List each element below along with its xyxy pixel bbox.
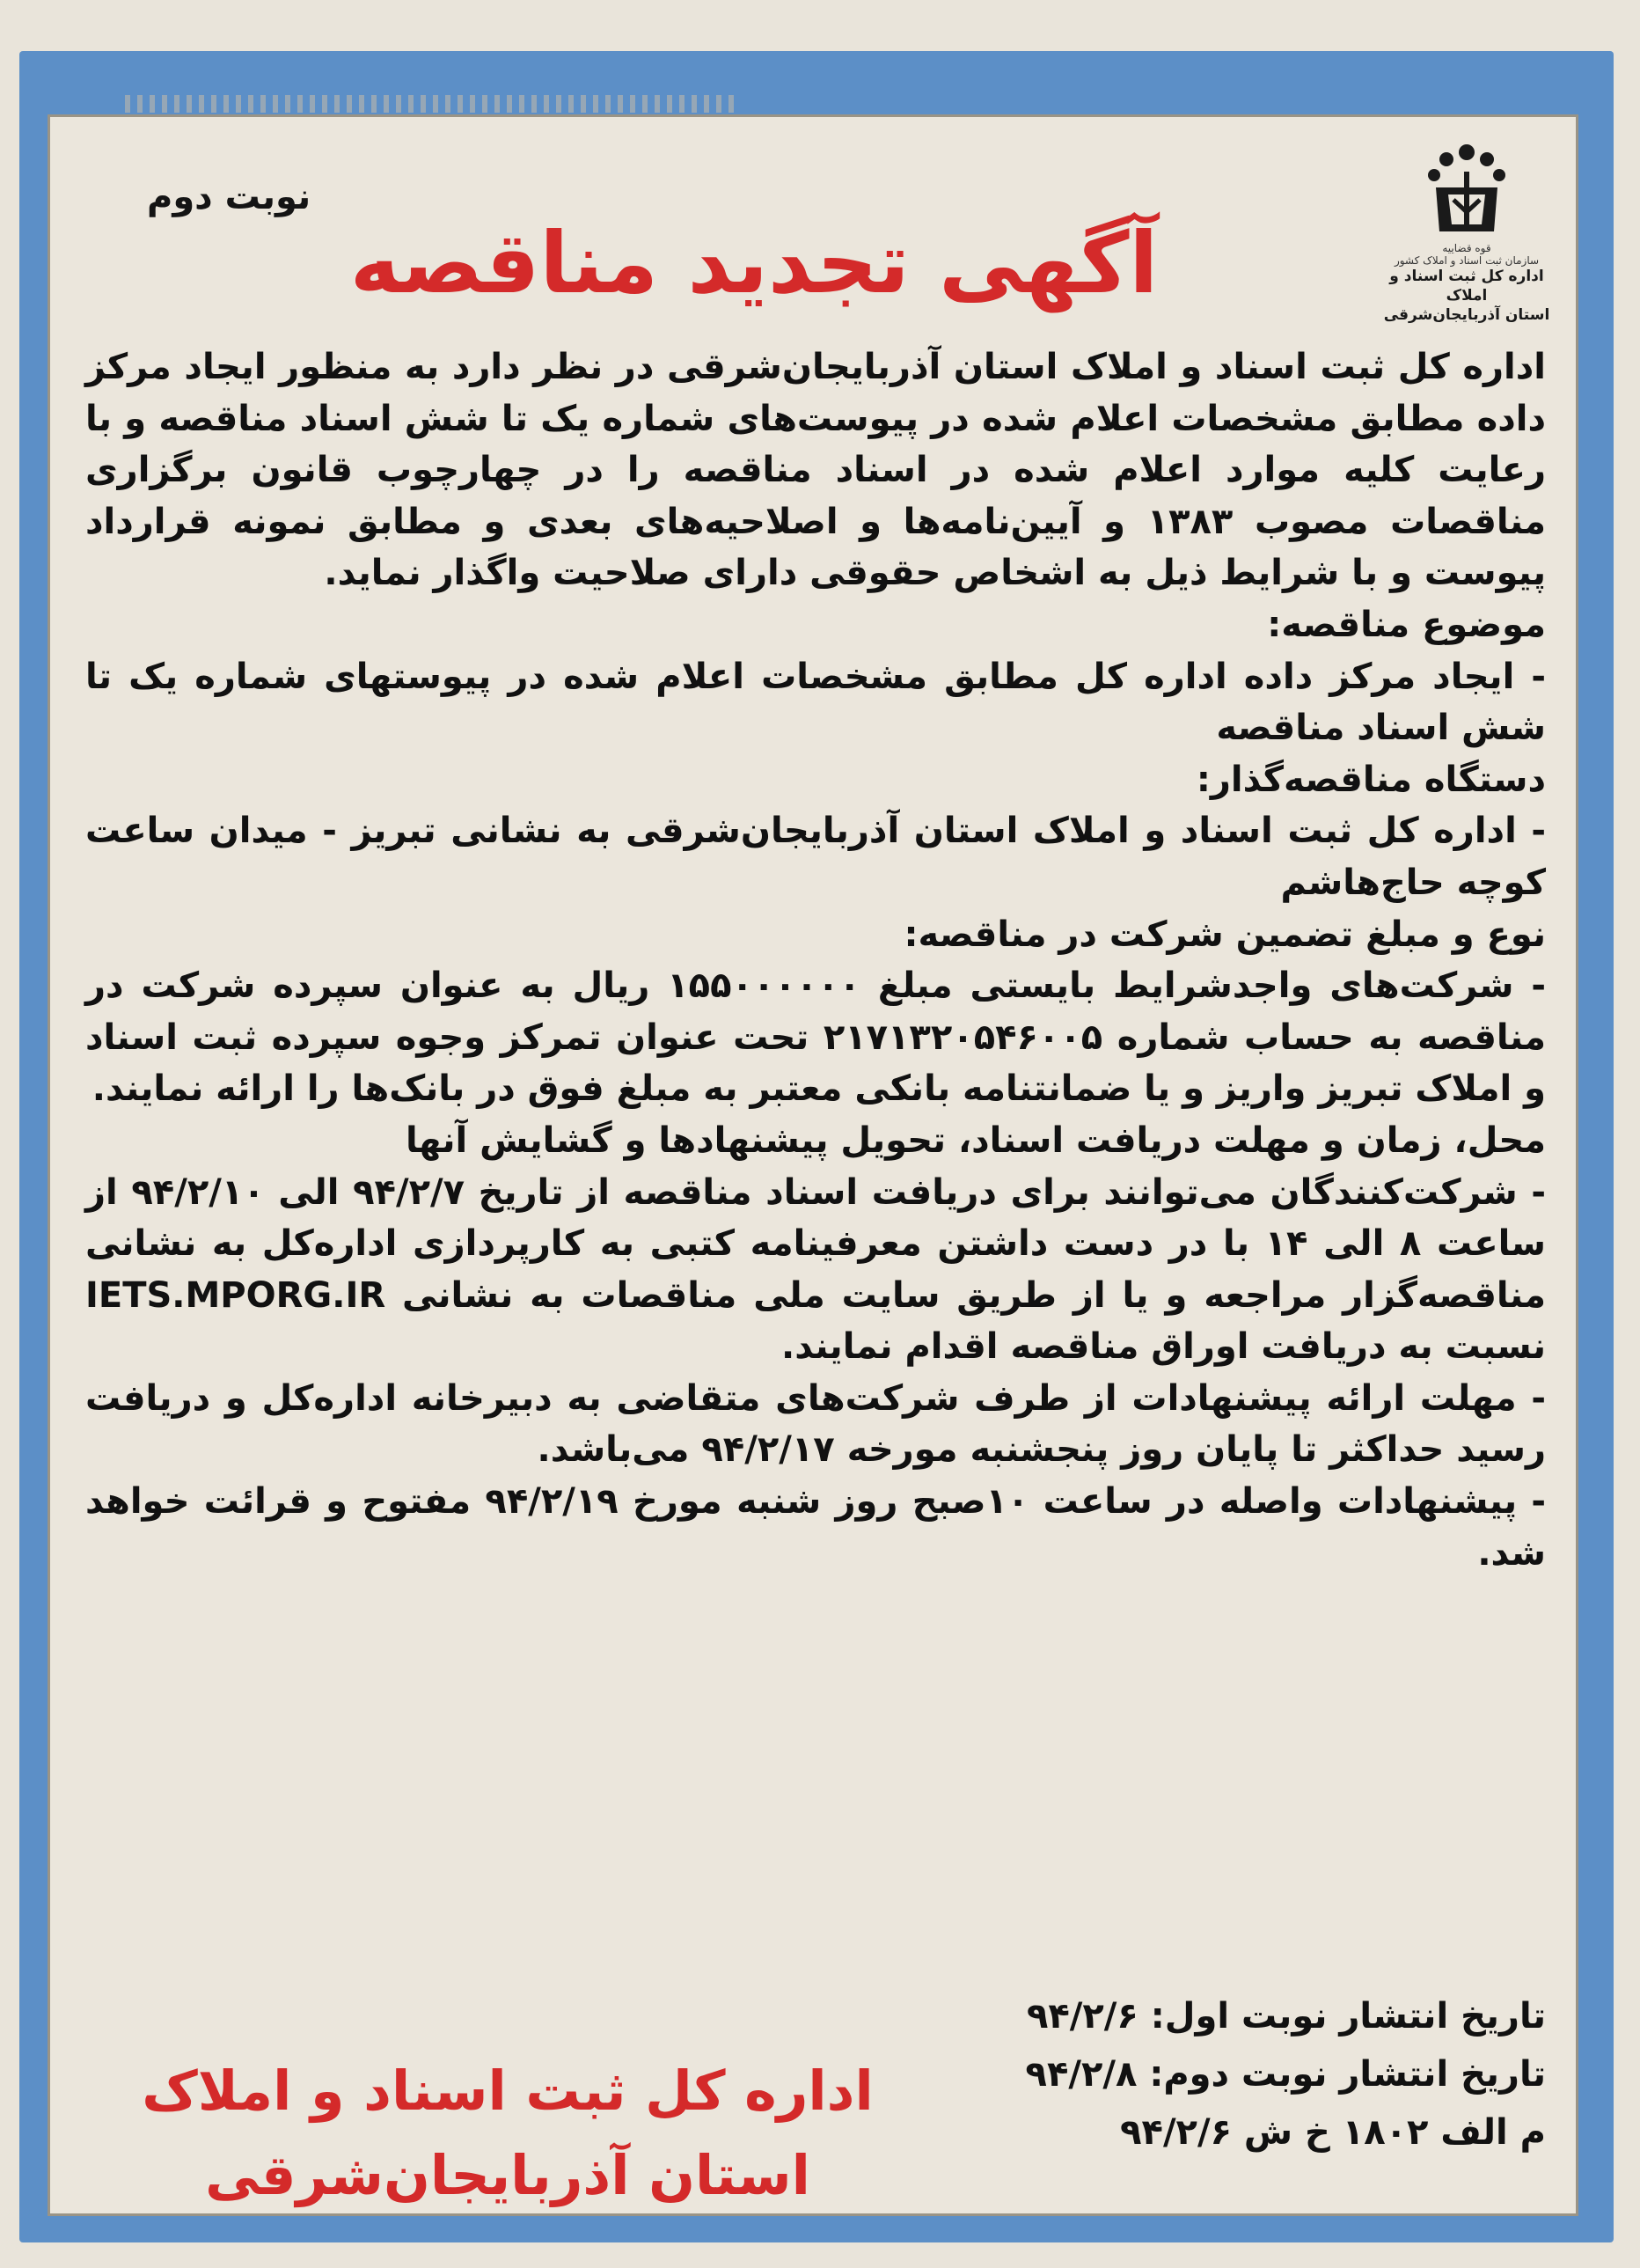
reference-code: م الف ۱۸۰۲ خ ش ۹۴/۲/۶ bbox=[1120, 2112, 1546, 2153]
notice-body bbox=[85, 341, 1546, 1579]
guarantee-heading: نوع و مبلغ تضمین شرکت در مناقصه: bbox=[904, 914, 1546, 955]
signature-line-2: استان آذربایجان‌شرقی bbox=[205, 2143, 810, 2207]
subject-text: - ایجاد مرکز داده اداره کل مطابق مشخصات اعلام شده در پیوستهای شماره یک تا شش اسناد مناقصه bbox=[85, 656, 1546, 749]
print-strip bbox=[125, 95, 741, 113]
organization-heading: دستگاه مناقصه‌گذار: bbox=[1196, 759, 1546, 800]
place-heading: محل، زمان و مهلت دریافت اسناد، تحویل پیشنهادها و گشایش آنها bbox=[406, 1119, 1546, 1161]
organization-logo bbox=[1379, 136, 1555, 348]
publication-info bbox=[939, 1987, 1546, 2162]
organization-text: - اداره کل ثبت اسناد و املاک استان آذربایجان‌شرقی به نشانی تبریز - میدان ساعت کوچه حاج‌هاشم bbox=[85, 811, 1546, 903]
round-label: نوبت دوم bbox=[147, 177, 311, 217]
intro-paragraph: اداره کل ثبت اسناد و املاک استان آذربایجان‌شرقی در نظر دارد به منظور ایجاد مرکز داده مطابق مشخصات اعلام شده در پیوست‌های شماره یک تا شش اسناد مناقصه و با رعایت کلیه موارد اعلام شده در اسناد مناقصه را در چهارچوب قانون برگزاری مناقصات مصوب ۱۳۸۳ و آیین‌نامه‌ها و اصلاحیه‌های بعدی و مطابق نمونه قرارداد پیوست و با شرایط ذیل به اشخاص حقوقی دارای صلاحیت واگذار نماید. bbox=[85, 347, 1546, 594]
blue-frame bbox=[19, 51, 1614, 2242]
logo-line-2: استان آذربایجان‌شرقی bbox=[1383, 306, 1550, 324]
documents-receipt-text: - شرکت‌کنندگان می‌توانند برای دریافت اسناد مناقصه از تاریخ ۹۴/۲/۷ الی ۹۴/۲/۱۰ از ساعت ۸ الی ۱۴ با در دست داشتن معرفینامه کتبی به کارپردازی اداره‌کل به نشانی مناقصه‌گزار مراجعه و یا از طریق سایت ملی مناقصات به نشانی IETS.MPORG.IR نسبت به دریافت اوراق مناقصه اقدام نمایند. bbox=[85, 1171, 1546, 1368]
judiciary-emblem-icon bbox=[1418, 136, 1515, 242]
notice-paper bbox=[48, 114, 1578, 2216]
second-publication-date: تاریخ انتشار نوبت دوم: ۹۴/۲/۸ bbox=[1025, 2054, 1546, 2095]
logo-line-1: اداره کل ثبت اسناد و املاک bbox=[1389, 268, 1544, 305]
subject-heading: موضوع مناقصه: bbox=[1267, 604, 1546, 645]
logo-sub-text: سازمان ثبت اسناد و املاک کشور bbox=[1394, 254, 1540, 267]
proposal-deadline-text: - مهلت ارائه پیشنهادات از طرف شرکت‌های متقاضی به دبیرخانه اداره‌کل و دریافت رسید حداکثر تا پایان روز پنجشنبه مورخه ۹۴/۲/۱۷ می‌باشد. bbox=[85, 1377, 1546, 1471]
signature-line-1: اداره کل ثبت اسناد و املاک bbox=[142, 2059, 874, 2123]
guarantee-text: - شرکت‌های واجدشرایط بایستی مبلغ ۱۵۵۰۰۰۰۰۰ ریال به عنوان سپرده شرکت در مناقصه به حساب شماره ۲۱۷۱۳۲۰۵۴۶۰۰۵ تحت عنوان تمرکز وجوه سپرده ثبت اسناد و املاک تبریز واریز و یا ضمانتنامه بانکی معتبر به مبلغ فوق در بانک‌ها را ارائه نمایند. bbox=[85, 965, 1547, 1110]
opening-text: - پیشنهادات واصله در ساعت ۱۰صبح روز شنبه مورخ ۹۴/۲/۱۹ مفتوح و قرائت خواهد شد. bbox=[85, 1481, 1546, 1574]
signature-block bbox=[103, 2049, 912, 2218]
notice-title: آگهی تجدید مناقصه bbox=[349, 214, 1159, 312]
first-publication-date: تاریخ انتشار نوبت اول: ۹۴/۲/۶ bbox=[1026, 1996, 1546, 2037]
logo-top-text: قوه قضاییه bbox=[1442, 242, 1491, 254]
